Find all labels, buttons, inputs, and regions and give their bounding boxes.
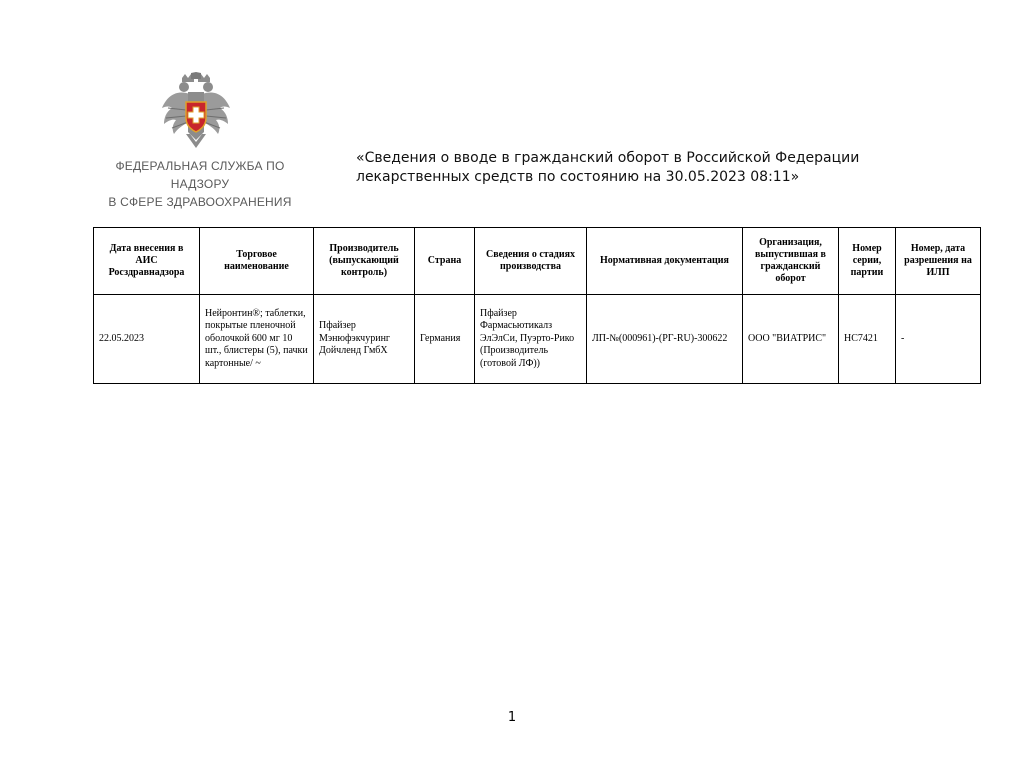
cell-date: 22.05.2023 xyxy=(94,295,200,384)
column-header-trade-name: Торговое наименование xyxy=(200,228,314,295)
cell-batch: НС7421 xyxy=(839,295,896,384)
cell-permit: - xyxy=(896,295,981,384)
cell-trade-name: Нейронтин®; таблетки, покрытые пленочной оболочкой 600 мг 10 шт., блистеры (5), пачки картонные/ ~ xyxy=(200,295,314,384)
table-row xyxy=(94,295,981,384)
page-number: 1 xyxy=(507,710,517,725)
organization-name-line1: ФЕДЕРАЛЬНАЯ СЛУЖБА ПО НАДЗОРУ xyxy=(115,159,285,191)
column-header-normative-doc: Нормативная документация xyxy=(587,228,743,295)
column-header-permit: Номер, дата разрешения на ИЛП xyxy=(896,228,981,295)
document-title-line2: лекарственных средств по состоянию на 30.05.2023 08:11» xyxy=(356,169,800,185)
column-header-country: Страна xyxy=(415,228,475,295)
cell-manufacturer: Пфайзер Мэнюфэкчуринг Дойчленд ГмбХ xyxy=(314,295,415,384)
organization-name xyxy=(86,157,314,211)
column-header-manufacturer: Производитель (выпускающий контроль) xyxy=(314,228,415,295)
document-title-line1: «Сведения о вводе в гражданский оборот в Российской Федерации xyxy=(356,150,860,166)
table-header-row xyxy=(94,228,981,295)
column-header-production-stages: Сведения о стадиях производства xyxy=(475,228,587,295)
document-title xyxy=(356,149,976,187)
column-header-organization: Организация, выпустившая в гражданский оборот xyxy=(743,228,839,295)
cell-country: Германия xyxy=(415,295,475,384)
double-headed-eagle-emblem-icon xyxy=(160,72,232,152)
cell-organization: ООО "ВИАТРИС" xyxy=(743,295,839,384)
organization-name-line2: В СФЕРЕ ЗДРАВООХРАНЕНИЯ xyxy=(108,195,292,209)
column-header-date: Дата внесения в АИС Росздравнадзора xyxy=(94,228,200,295)
circulation-table xyxy=(93,227,981,384)
column-header-batch: Номер серии, партии xyxy=(839,228,896,295)
cell-normative-doc: ЛП-№(000961)-(РГ-RU)-300622 xyxy=(587,295,743,384)
cell-production-stages: Пфайзер Фармасьютикалз ЭлЭлСи, Пуэрто-Рико (Производитель (готовой ЛФ)) xyxy=(475,295,587,384)
